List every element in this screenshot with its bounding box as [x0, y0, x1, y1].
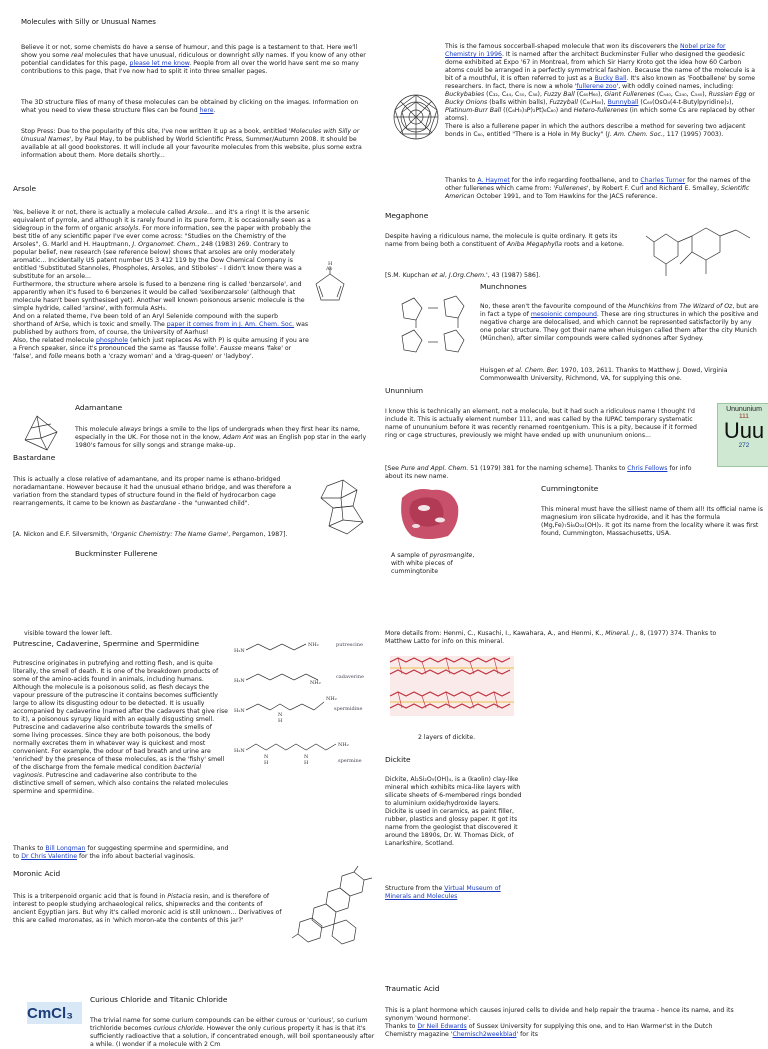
- arsole-text: Yes, believe it or not, there is actually a molecule called Arsole... and it's a ring! It is the arsenic equivalent of pyrrole, and although it is rarely found in its pure form, it is occasionally seen as a sidegroup in the form of organic arsolyls. For more information, see the paper with probably the best title of any scientific paper I've ever come across: "Studies on the Chemistry of the Arsoles", G. Markl and H. Hauptmann, J. Organomet. Chem., 248 (1983) 269. Contrary to popular belief, new research (see reference below) shows that arsoles are only moderately aromatic... Incidentally US patent number US 3 412 119 by the Dow Chemical Company is entitled 'Substituted Stannoles, Phospholes, Arsoles, and Stiboles' - I didn't know there was a substitute for an arsole... Furthermore, the structure where arsole is fused to a benzene ring is called 'benzarsole', and apparently when it's fused to 6 benzenes it would be called 'sexibenzarsole' (although that molecule hasn't been synthesised yet). Another well known poisonous arsenic molecule is the simple hydride, called 'arsine', with formula AsH₃. And on a related theme, I've been told of an Aryl Selenide compound with the superb shorthand of ArSe, which is toxic and smelly. The paper it comes from in J. Am. Chem. Soc. was published by authors from, of course, the University of Aarhus! Also, the related molecule phosphole (which just replaces As with P) is quite amusing if you are a French speaker, since it's pronounced the same as 'fausse folle'. Fausse means 'fake' or 'false', and folle means both a 'crazy woman' and a 'drag-queen' or 'ladyboy'.: [13, 209, 311, 360]
- bastardane-reference: [A. Nickon and E.F. Silversmith, 'Organic Chemistry: The Name Game', Pergamon, 1987].: [13, 531, 288, 538]
- page-title: Molecules with Silly or Unusual Names: [21, 18, 156, 26]
- nobel-prize-link[interactable]: Nobel prize for Chemistry in 1996: [445, 43, 726, 58]
- munchnones-text: No, these aren't the favourite compound of the Munchkins from The Wizard of Oz, but are in fact a type of mesoionic compound. These are ring structures in which the positive and negative charge are delocalised, and which cannot be represented satisfactorily by any one polar structure. They got their name when Huisgen called them after the city Munich (München), after similar compounds were called sydnones after Sydney.: [480, 303, 759, 342]
- spermidine-h2n-label: H₂N: [234, 708, 245, 714]
- munchnones-structure-image[interactable]: [388, 290, 478, 360]
- cadaverine-nh2-label: NH₂: [310, 680, 321, 686]
- haymet-link[interactable]: A. Haymet: [477, 177, 510, 184]
- bucky-ball-link[interactable]: Bucky Ball: [594, 75, 627, 82]
- dickite-caption: 2 layers of dickite.: [418, 734, 476, 741]
- bastardane-text: This is actually a close relative of adamantane, and its proper name is ethano-bridged noradamantane. However because it had the unusual ethano bridge, and was therefore a variation from the standard types of structure found in the field of hydrocarbon cage rearrangements, it came to be known as bastardane - the "unwanted child".: [13, 476, 292, 507]
- putrescine-label: putrescine: [336, 642, 363, 648]
- arsole-structure-image[interactable]: [310, 262, 360, 317]
- bastardane-structure-image[interactable]: [313, 478, 375, 538]
- dickite-structure-source: Structure from the Virtual Museum of Minerals and Molecules: [385, 885, 501, 900]
- arsole-as-label: As: [326, 266, 333, 272]
- spermidine-label: spermidine: [334, 706, 363, 712]
- cummingtonite-heading: Cummingtonite: [541, 484, 599, 493]
- tile-atomic-number: 111: [739, 413, 749, 420]
- spermidine-nh2-label: NH₂: [326, 696, 337, 702]
- moronic-acid-structure-image[interactable]: [292, 870, 374, 946]
- adamantane-text: This molecule always brings a smile to the lips of undergrads when they first hear its name, especially in the UK. For those not in the know, Adam Ant was an English pop star in the early 1980's famous for silly songs and strange make-up.: [75, 426, 367, 449]
- arsole-heading: Arsole: [13, 184, 37, 193]
- contact-link[interactable]: please let me know: [129, 60, 190, 67]
- adamantane-heading: Adamantane: [75, 403, 123, 412]
- fragment-text: visible toward the lower left.: [24, 630, 113, 637]
- tile-symbol: Uuu: [723, 418, 765, 443]
- polyamine-structures-image[interactable]: [232, 640, 372, 780]
- cmcl3-formula-image: CmCl₃: [27, 1002, 82, 1024]
- tile-element-name: Unununium: [726, 406, 762, 413]
- ununnium-element-tile: [717, 403, 768, 467]
- cadaverine-label: cadaverine: [336, 674, 364, 680]
- chris-fellows-link[interactable]: Chris Fellows: [627, 465, 668, 472]
- putrescine-text: Putrescine originates in putrefying and rotting flesh, and is quite literally, the smell of death. It is one of the breakdown products of some of the amino-acids found in animals, including humans. Although the molecule is a poisonous solid, as flesh decays the vapour pressure of the putrescine it contains becomes sufficiently large to allow its disgusting odour to be detected. It is usually accompanied by cadaverine (named after the cadavers that give rise to it), a poisonous syrupy liquid with an equally disgusting smell. Putrescine and cadaverine also contribute towards the smells of some living processes. Since they are both poisonous, the body normally excretes them in whatever way is quickest and most convenient. For example, the odour of bad breath and urine are 'enriched' by the presence of these molecules, as is the 'fishy' smell of the discharge from the female medical condition bacterial vaginosis. Putrescine and cadaverine also contribute to the distinctive smell of semen, which also contains the related molecules spermine and spermidine.: [13, 660, 229, 795]
- stop-press-paragraph: Stop Press: Due to the popularity of this site, I've now written it up as a book, entitled 'Molecules with Silly or Unusual Names', by Paul May, to be published by World Scientific Press, Summer/Autumn 2008. It should be available at all good bookstores. It will include all your favourite molecules from this website, plus some extra information about them. More details shortly...: [21, 128, 362, 159]
- cummingtonite-text: This mineral must have the silliest name of them all! Its official name is magnesium iron silicate hydroxide, and it has the formula (Mg,Fe)₇Si₈O₂₂(OH)₂. It got its name from the locality where it was first found, Cummington, Massachusetts, USA.: [541, 506, 764, 537]
- spermine-nh2-label: NH₂: [338, 742, 349, 748]
- buckyball-image[interactable]: [391, 92, 441, 142]
- tile-atomic-mass: 272: [738, 442, 750, 449]
- fullerene-zoo-link[interactable]: fullerene zoo: [576, 83, 617, 90]
- cummingtonite-caption: A sample of pyrosmangite, with white pieces of cummingtonite: [391, 552, 475, 575]
- intro-paragraph: Believe it or not, some chemists do have a sense of humour, and this page is a testament to that. Here we'll show you some real molecules that have unusual, ridiculous or downright silly names. If you know of any other potential candidates for this page, please let me know. People from all over the world have sent me so many contributions to this page, that I've now had to split it into three smaller pages.: [21, 44, 366, 75]
- spermine-h2-label: H: [304, 760, 309, 766]
- cummingtonite-photo[interactable]: [394, 484, 462, 542]
- neil-edwards-link[interactable]: Dr Neil Edwards: [417, 1023, 467, 1030]
- putrescine-nh2-label: NH₂: [308, 642, 319, 648]
- bastardane-heading: Bastardane: [13, 453, 56, 462]
- moronic-heading: Moronic Acid: [13, 869, 61, 878]
- megaphone-structure-image[interactable]: [644, 220, 762, 282]
- buckminster-text: This is the famous soccerball-shaped molecule that won its discoverers the Nobel prize for Chemistry in 1996. It is named after the architect Buckminster Fuller who designed the geodesic dome exhibited at Expo '67 in Montreal, from which Sir Harry Kroto got the idea how 60 Carbon atoms could be arranged in a perfectly symmetrical fashion. Because the name of the molecule is a bit of a mouthful, it is often referred to just as a Bucky Ball. It's also known as 'Footballene' by some researchers. In fact, there is now a whole 'fullerene zoo', with oddly coined names, including: Buckybabies (C₃₂, C₄₄, C₅₀, C₅₈), Fuzzy Ball (C₆₀H₆₀), Giant Fullerenes (Cₕ₄₀, C₂₄₀, C₅₄₀), Russian Egg or Bucky Onions (balls within balls), Fuzzyball (C₆₀H₆₀), Bunnyball (C₆₀(OsO₄(4-t-Butylpyridine)₂), Platinum-Burr Ball ((C₆H₅)₃P)₂Pt)₆C₆₀) and Hetero-fullerenes (in which some Cs are replaced by other atoms). There is also a fullerene paper in which the authors describe a method for severing two adjacent bonds in C₆₀, entitled "There is a Hole in My Bucky" (J. Am. Chem. Soc., 117 (1995) 7003).: [445, 43, 756, 138]
- munchnones-reference: Huisgen et al. Chem. Ber. 1970, 103, 2611. Thanks to Matthew J. Dowd, Virginia Commonwealth University, Richmond, VA, for supplying this one.: [480, 367, 728, 382]
- traumatic-heading: Traumatic Acid: [385, 984, 440, 993]
- adamantane-structure-image[interactable]: [17, 410, 72, 455]
- aarhus-paper-link[interactable]: paper it comes from in J. Am. Chem. Soc.: [166, 321, 295, 328]
- structure-files-link[interactable]: here: [199, 107, 214, 114]
- dickite-layers-image[interactable]: [390, 650, 514, 722]
- spermine-n2-label: N: [304, 754, 309, 760]
- structure-files-paragraph: The 3D structure files of many of these molecules can be obtained by clicking on the images. Information on what you need to view these structure files can be found here.: [21, 99, 359, 114]
- spermine-label: spermine: [338, 758, 362, 764]
- curious-text: The trivial name for some curium compounds can be either curous or 'curious', so curium trichloride becomes curious chloride. However the only curious property it has is that it's sufficiently radioactive that a solution, if concentrated enough, will boil spontaneously after a while. (I wonder if a molecule with 2 Cm: [90, 1017, 375, 1048]
- mesoionic-link[interactable]: mesoionic compound: [530, 311, 597, 318]
- dickite-heading: Dickite: [385, 755, 411, 764]
- ununnium-heading: Ununnium: [385, 386, 424, 395]
- chemisch-weekblad-link[interactable]: Chemisch2weekblad: [452, 1031, 517, 1038]
- spermine-h1-label: H: [264, 760, 269, 766]
- spermidine-h-label: H: [278, 718, 283, 724]
- dickite-text: Dickite, Al₂Si₂O₅(OH)₄, is a (kaolin) clay-like mineral which exhibits mica-like layers with silicate sheets of 6-membered rings bonded to aluminium oxide/hydroxide layers. Dickite is used in ceramics, as paint filler, rubber, plastics and glossy paper. It got its name from the geologist that discovered it around the 1890s, Dr. W. Thomas Dick, of Lanarkshire, Scotland.: [385, 776, 522, 847]
- ununnium-reference: [See Pure and Appl. Chem. 51 (1979) 381 for the naming scheme]. Thanks to Chris Fellows for info about its new name.: [385, 465, 692, 480]
- spermidine-n-label: N: [278, 712, 283, 718]
- virtual-museum-link[interactable]: Virtual Museum of Minerals and Molecules: [385, 885, 501, 900]
- megaphone-text: Despite having a ridiculous name, the molecule is quite ordinary. It gets its name from being both a constituent of Aniba Megaphylla roots and a ketone.: [385, 233, 625, 248]
- bill-longman-link[interactable]: Bill Longman: [45, 845, 86, 852]
- buckminster-thanks: Thanks to A. Haymet for the info regarding footballene, and to Charles Turner for the names of the other fullerenes which came from: 'Fullerenes', by Robert F. Curl and Richard E. Smalley, Scientific American October 1991, and to Tom Hawkins for the JACS reference.: [445, 177, 751, 200]
- buckminster-heading: Buckminster Fullerene: [75, 549, 158, 558]
- traumatic-text: This is a plant hormone which causes injured cells to divide and help repair the trauma - hence its name, and its synonym 'wound hormone'. Thanks to Dr Neil Edwards of Sussex University for supplying this one, and to Han Warmer'st in the Dutch Chemistry magazine 'Chemisch2weekblad' for its: [385, 1007, 734, 1038]
- putrescine-thanks: Thanks to Bill Longman for suggesting spermine and spermidine, and to Dr Chris Valentine for the info about bacterial vaginosis.: [13, 845, 229, 860]
- putrescine-heading: Putrescine, Cadaverine, Spermine and Spermidine: [13, 639, 200, 648]
- chris-valentine-link[interactable]: Dr Chris Valentine: [21, 853, 78, 860]
- spermine-h2n-label: H₂N: [234, 748, 245, 754]
- megaphone-reference: [S.M. Kupchan et al, J.Org.Chem.', 43 (1987) 586].: [385, 272, 541, 279]
- arsole-h-label: H: [328, 261, 333, 267]
- putrescine-h2n-label: H₂N: [234, 648, 245, 654]
- munchnones-heading: Munchnones: [480, 282, 527, 291]
- curious-heading: Curious Chloride and Titanic Chloride: [90, 995, 228, 1004]
- bunnyball-link[interactable]: Bunnyball: [607, 99, 639, 106]
- phosphole-link[interactable]: phosphole: [96, 337, 129, 344]
- charles-turner-link[interactable]: Charles Turner: [640, 177, 686, 184]
- megaphone-heading: Megaphone: [385, 211, 429, 220]
- dickite-more-details: More details from: Henmi, C., Kusachi, I., Kawahara, A., and Henmi, K., Mineral. J., 8, (1977) 374. Thanks to Matthew Latto for info on this mineral.: [385, 630, 717, 645]
- spermine-n1-label: N: [264, 754, 269, 760]
- moronic-text: This is a triterpenoid organic acid that is found in Pistacia resin, and is therefore of interest to people studying archaeological relics, shipwrecks and the contents of ancient Egyptian jars. But why it's called moronic acid is still unknown... Derivatives of this are called moronates, as in 'which moron-ate the contents of this jar?': [13, 893, 282, 924]
- ununnium-text: I know this is technically an element, not a molecule, but it had such a ridiculous name I thought I'd include it. This is actually element number 111, and was called by the IUPAC temporary systematic name of unununium before it was recently renamed roentgenium. This is a pity, because if it formed ring or cage structures, previously we might have ended up with unununium onions...: [385, 408, 697, 439]
- cadaverine-h2n-label: H₂N: [234, 678, 245, 684]
